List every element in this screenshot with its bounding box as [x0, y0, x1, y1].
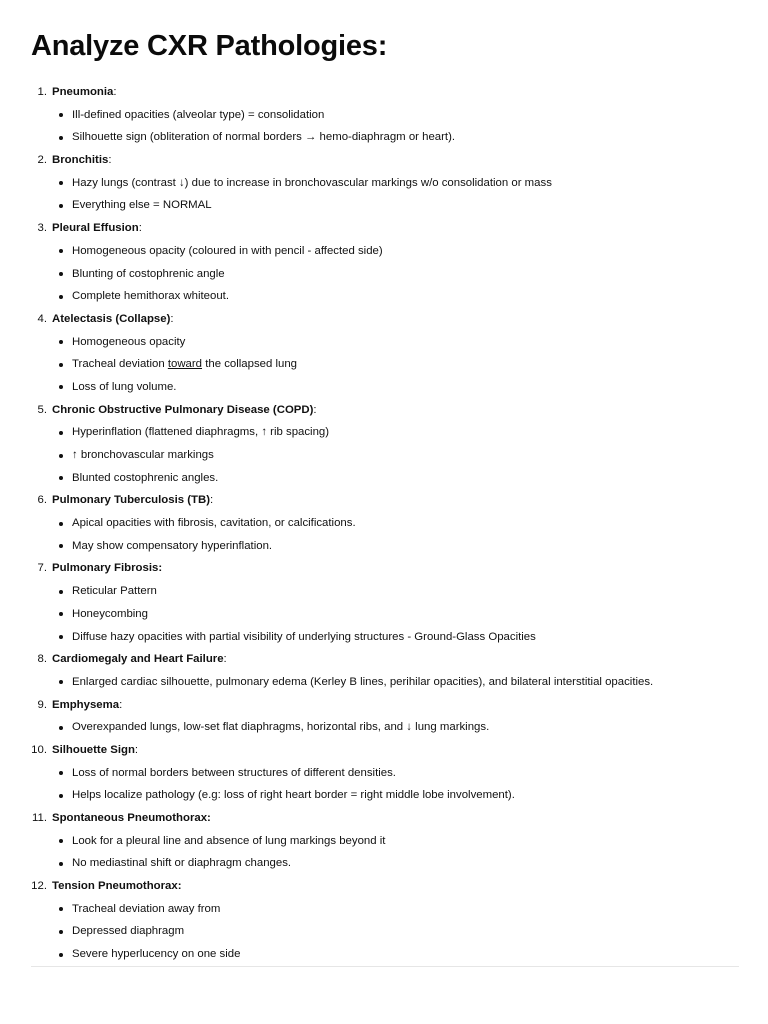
- bullet-item: [0, 830, 768, 853]
- bullet-item: [0, 467, 768, 490]
- bullet-text-part: the collapsed lung: [202, 358, 298, 371]
- bullet-item: [0, 444, 768, 467]
- bullet-item: [0, 421, 768, 444]
- section-number: 2.: [37, 154, 47, 167]
- section-title: Bronchitis: [52, 154, 109, 167]
- bullet-dot-icon: [59, 136, 63, 140]
- list-item: [0, 308, 768, 399]
- bullet-dot-icon: [59, 907, 63, 911]
- bullet-text: Depressed diaphragm: [72, 925, 185, 938]
- bullet-item: [0, 580, 768, 603]
- bullet-item: [0, 784, 768, 807]
- section-number: 1.: [37, 86, 47, 98]
- bullet-text: Hyperinflation (flattened diaphragms, ↑ rib spacing): [72, 426, 330, 439]
- section-number: 3.: [37, 222, 47, 235]
- list-item: [0, 807, 768, 875]
- bullet-text: Blunting of costophrenic angle: [72, 267, 225, 280]
- bullet-text: Everything else = NORMAL: [72, 199, 212, 212]
- bullet-text: Apical opacities with fibrosis, cavitation, or calcifications.: [72, 517, 356, 530]
- bullet-text: Loss of normal borders between structures of different densities.: [72, 766, 396, 779]
- bullet-item: [0, 104, 768, 127]
- section-number: 7.: [37, 562, 47, 575]
- section-heading: 6. Pulmonary Tuberculosis (TB):: [0, 489, 768, 512]
- bullet-dot-icon: [59, 544, 63, 548]
- page-title: Analyze CXR Pathologies:: [31, 30, 388, 62]
- section-number: 6.: [37, 494, 47, 507]
- bullet-dot-icon: [59, 862, 63, 866]
- section-title: Cardiomegaly and Heart Failure: [52, 653, 224, 666]
- bullet-dot-icon: [59, 272, 63, 276]
- bullet-dot-icon: [59, 771, 63, 775]
- section-number: 11.: [32, 812, 47, 824]
- bullet-text: Loss of lung volume.: [72, 380, 177, 393]
- section-number: 9.: [37, 698, 47, 711]
- bullet-item: [0, 263, 768, 286]
- bullet-dot-icon: [59, 476, 63, 480]
- bullet-item: [0, 512, 768, 535]
- bullet-dot-icon: [59, 680, 63, 684]
- bullet-text: Hazy lungs (contrast ↓) due to increase in bronchovascular markings w/o consolidation or mass: [72, 176, 552, 189]
- bullet-dot-icon: [59, 295, 63, 299]
- section-heading: [0, 807, 768, 830]
- bullet-item: [0, 626, 768, 649]
- bullet-dot-icon: [59, 340, 63, 344]
- section-title: Spontaneous Pneumothorax:: [52, 812, 211, 824]
- bullet-dot-icon: [59, 635, 63, 639]
- bullet-text: Tracheal deviation away from: [72, 902, 221, 915]
- list-item: [0, 217, 768, 308]
- pathology-list: [0, 81, 768, 966]
- bullet-text: Enlarged cardiac silhouette, pulmonary edema (Kerley B lines, perihilar opacities), and bilateral interstitial opacities.: [72, 675, 654, 688]
- bullet-text: Helps localize pathology (e.g: loss of right heart border = right middle lobe involvement).: [72, 789, 515, 802]
- bullet-dot-icon: [59, 522, 63, 526]
- bullet-text: Look for a pleural line and absence of lung markings beyond it: [72, 834, 386, 847]
- bullet-text: Silhouette sign (obliteration of normal borders → hemo-diaphragm or heart).: [72, 131, 456, 144]
- bullet-dot-icon: [59, 454, 63, 458]
- list-item: [0, 648, 768, 693]
- section-heading: 4. Atelectasis (Collapse):: [0, 308, 768, 331]
- bullet-dot-icon: [59, 953, 63, 957]
- bullet-text: Honeycombing: [72, 607, 148, 620]
- section-title: Pneumonia: [52, 86, 114, 98]
- bullet-item: [0, 852, 768, 875]
- section-heading: [0, 875, 768, 898]
- bullet-item: [0, 172, 768, 195]
- list-item: [0, 489, 768, 557]
- bullet-item: [0, 920, 768, 943]
- list-item: [0, 694, 768, 739]
- bullet-item: [0, 353, 768, 376]
- bullet-dot-icon: [59, 431, 63, 435]
- bullet-dot-icon: [59, 839, 63, 843]
- section-number: 12.: [31, 880, 47, 893]
- section-heading: 2. Bronchitis:: [0, 149, 768, 172]
- section-title: Chronic Obstructive Pulmonary Disease (COPD): [52, 403, 314, 416]
- bullet-dot-icon: [59, 181, 63, 185]
- bullet-dot-icon: [59, 612, 63, 616]
- bullet-text: Overexpanded lungs, low-set flat diaphragms, horizontal ribs, and ↓ lung markings.: [72, 721, 490, 734]
- bullet-dot-icon: [59, 794, 63, 798]
- bullet-text-part: Tracheal deviation: [72, 358, 168, 371]
- bullet-text: Diffuse hazy opacities with partial visibility of underlying structures - Ground-Glass Opacities: [72, 630, 536, 643]
- bullet-item: [0, 603, 768, 626]
- section-heading: 3. Pleural Effusion:: [0, 217, 768, 240]
- bullet-item: [0, 194, 768, 217]
- bullet-item: [0, 762, 768, 785]
- bullet-text: Reticular Pattern: [72, 585, 157, 598]
- bullet-item: [0, 671, 768, 694]
- bullet-item: [0, 240, 768, 263]
- bullet-dot-icon: [59, 363, 63, 367]
- section-title: Pulmonary Tuberculosis (TB): [52, 494, 211, 507]
- bullet-dot-icon: [59, 726, 63, 730]
- bullet-text: No mediastinal shift or diaphragm changes.: [72, 857, 292, 870]
- list-item: [0, 149, 768, 217]
- section-number: 10.: [31, 743, 47, 756]
- section-number: 8.: [37, 653, 47, 666]
- underlined-word: toward: [167, 358, 203, 371]
- section-heading: 8. Cardiomegaly and Heart Failure:: [0, 648, 768, 671]
- bullet-item: [0, 898, 768, 921]
- section-number: 4.: [37, 312, 47, 325]
- bullet-dot-icon: [59, 930, 63, 934]
- bullet-text: Homogeneous opacity: [72, 335, 186, 348]
- section-heading: 10. Silhouette Sign:: [0, 739, 768, 762]
- bullet-item: [0, 943, 768, 966]
- bullet-text: Complete hemithorax whiteout.: [72, 290, 230, 303]
- section-title: Atelectasis (Collapse): [52, 312, 171, 325]
- list-item: [0, 557, 768, 648]
- bullet-text: ↑ bronchovascular markings: [72, 449, 214, 461]
- list-item: [0, 875, 768, 966]
- section-heading: 5. Chronic Obstructive Pulmonary Disease (COPD):: [0, 399, 768, 422]
- section-title: Pulmonary Fibrosis:: [52, 562, 163, 575]
- bullet-text: [72, 353, 297, 376]
- section-heading: [0, 557, 768, 580]
- section-title: Silhouette Sign: [52, 743, 135, 756]
- bullet-item: [0, 376, 768, 399]
- section-number: 5.: [37, 403, 47, 416]
- bullet-dot-icon: [59, 249, 63, 253]
- bullet-dot-icon: [59, 113, 63, 117]
- bullet-dot-icon: [59, 385, 63, 389]
- bullet-item: [0, 285, 768, 308]
- bullet-text: Homogeneous opacity (coloured in with pencil - affected side): [72, 244, 383, 257]
- bullet-text: Ill-defined opacities (alveolar type) = consolidation: [72, 108, 325, 121]
- list-item: [0, 399, 768, 490]
- bullet-item: [0, 535, 768, 558]
- section-title: Emphysema: [52, 698, 120, 711]
- bullet-item: [0, 126, 768, 149]
- bullet-text: Severe hyperlucency on one side: [72, 948, 241, 961]
- bullet-dot-icon: [59, 590, 63, 594]
- section-heading: 9. Emphysema:: [0, 694, 768, 717]
- bullet-text: May show compensatory hyperinflation.: [72, 539, 273, 552]
- section-title: Tension Pneumothorax:: [52, 880, 182, 893]
- section-heading: 1. Pneumonia:: [0, 81, 768, 104]
- bullet-dot-icon: [59, 204, 63, 208]
- list-item: [0, 739, 768, 807]
- bullet-item: [0, 331, 768, 354]
- section-title: Pleural Effusion: [52, 222, 139, 235]
- list-item: [0, 81, 768, 149]
- bottom-divider: [31, 966, 739, 967]
- bullet-item: [0, 716, 768, 739]
- bullet-text: Blunted costophrenic angles.: [72, 471, 219, 484]
